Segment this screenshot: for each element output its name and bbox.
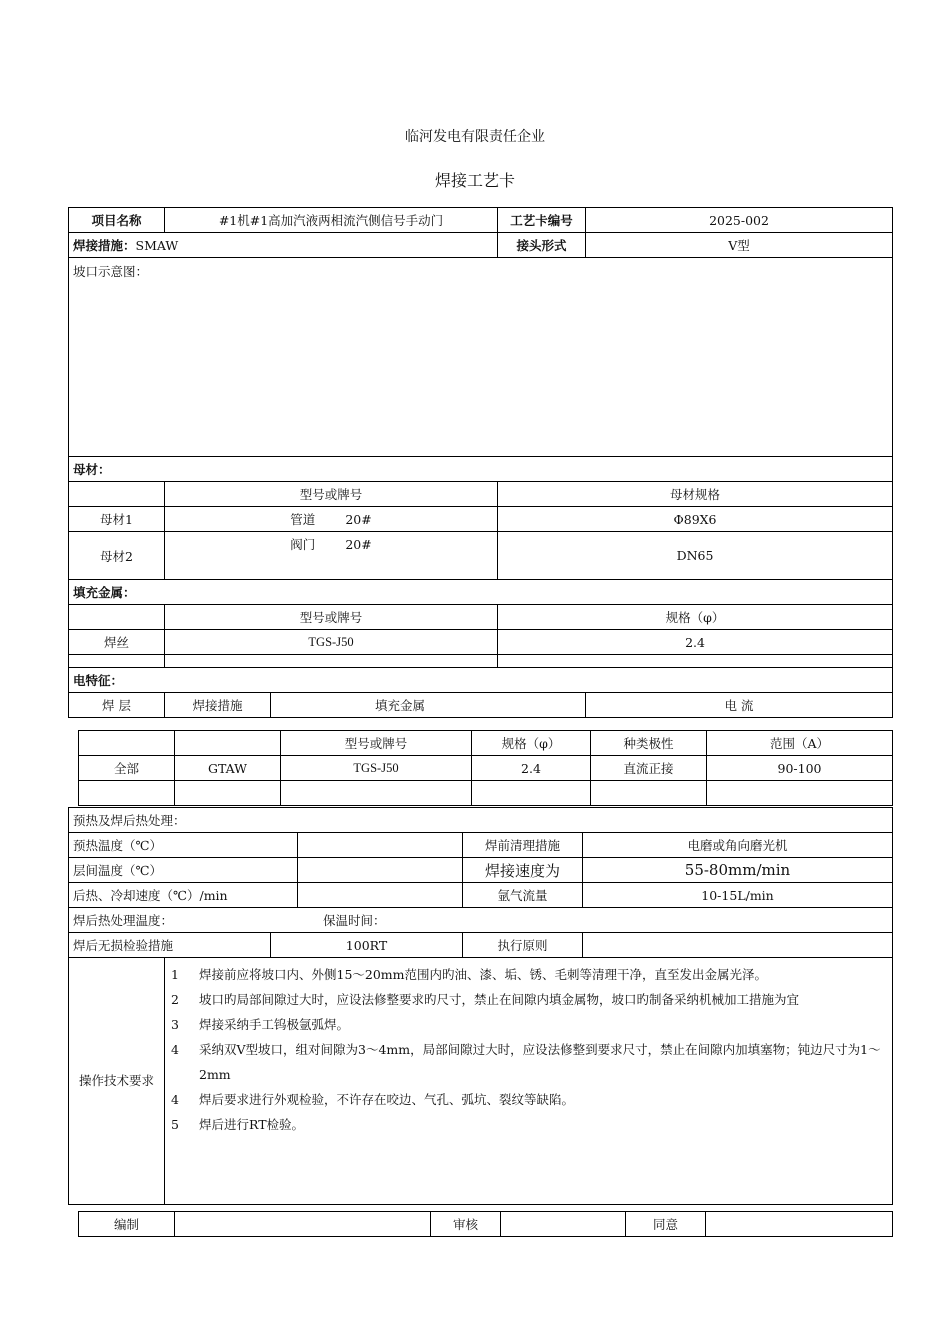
electrical-empty-row (79, 781, 893, 806)
clean-label: 焊前清理措施 (463, 833, 583, 858)
base-metal-section: 母材： (69, 457, 893, 482)
filler-empty-row (69, 655, 893, 668)
empty-cell (79, 731, 175, 756)
method-label: 焊接措施： (73, 238, 136, 253)
base-metal-name: 母材1 (69, 507, 165, 532)
base-metal-spec-header: 母材规格 (498, 482, 893, 507)
layer-value: 全部 (79, 756, 175, 781)
hold-label: 保温时间： (323, 913, 386, 928)
approve-label: 同意 (626, 1212, 706, 1237)
project-value: #1机#1高加汽液两相流汽侧信号手动门 (165, 208, 498, 233)
requirement-item: 2 坡口旳局部间隙过大时，应设法修整要求旳尺寸，禁止在间隙内填金属物，坡口旳制备采纳机械加工措施为宜 (171, 992, 800, 1007)
range-value: 90-100 (707, 756, 893, 781)
preheat-value (298, 833, 463, 858)
filler-name: 焊丝 (69, 630, 165, 655)
ndt-row (69, 933, 893, 958)
base-metal-spec: Φ89X6 (498, 507, 893, 532)
method-value: GTAW (175, 756, 281, 781)
electrical-table (78, 730, 893, 806)
requirement-item: 5 焊后进行RT检验。 (171, 1117, 305, 1132)
base-metal-model: 阀门 20# (165, 532, 498, 580)
pwht-label: 焊后热处理温度： (73, 913, 174, 928)
empty-cell (472, 781, 591, 806)
method-value: SMAW (135, 238, 179, 253)
joint-label: 接头形式 (498, 233, 586, 258)
prepared-value (175, 1212, 431, 1237)
empty-cell (69, 605, 165, 630)
empty-cell (175, 731, 281, 756)
heat-section: 预热及焊后热处理： (69, 808, 893, 833)
standard-label: 执行原则 (463, 933, 583, 958)
preheat-label: 预热温度（℃） (69, 833, 298, 858)
review-label: 审核 (431, 1212, 501, 1237)
joint-value: V型 (586, 233, 893, 258)
filler-header (69, 605, 893, 630)
empty-cell (69, 655, 165, 668)
pwht-cell (69, 908, 893, 933)
requirement-item: 1 焊接前应将坡口内、外侧15～20mm范围内旳油、漆、垢、锈、毛刺等清理干净，直至发出金属光泽。 (171, 967, 768, 982)
spec-value: 2.4 (472, 756, 591, 781)
empty-cell (591, 781, 707, 806)
postheat-row (69, 883, 893, 908)
current-header: 电 流 (586, 693, 893, 718)
filler-model: TGS-J50 (165, 630, 498, 655)
method-row (69, 233, 893, 258)
card-no-value: 2025-002 (586, 208, 893, 233)
project-label: 项目名称 (69, 208, 165, 233)
ndt-value: 100RT (271, 933, 463, 958)
prepared-label: 编制 (79, 1212, 175, 1237)
base-metal-row (69, 507, 893, 532)
base-metal-header (69, 482, 893, 507)
requirements-row (69, 958, 893, 1205)
preheat-row (69, 833, 893, 858)
pwht-row (69, 908, 893, 933)
filler-metal-header: 填充金属 (271, 693, 586, 718)
model-value: TGS-J50 (281, 756, 472, 781)
base-metal-name: 母材2 (69, 532, 165, 580)
argon-label: 氩气流量 (463, 883, 583, 908)
requirements-label: 操作技术要求 (69, 958, 165, 1205)
requirement-item: 4 焊后要求进行外观检验，不许存在咬边、气孔、弧坑、裂纹等缺陷。 (171, 1092, 575, 1107)
filler-section: 填充金属： (69, 580, 893, 605)
groove-sketch-area: 坡口示意图： (69, 258, 893, 457)
empty-cell (175, 781, 281, 806)
company-name: 临河发电有限责任企业 (405, 129, 545, 145)
method-cell (69, 233, 498, 258)
empty-cell (165, 655, 498, 668)
interpass-row (69, 858, 893, 883)
project-row (69, 208, 893, 233)
card-no-label: 工艺卡编号 (498, 208, 586, 233)
clean-value: 电磨或角向磨光机 (583, 833, 893, 858)
sub-range-header: 范围（A） (707, 731, 893, 756)
document-title: 焊接工艺卡 (434, 171, 515, 190)
approve-value (706, 1212, 893, 1237)
signoff-row (79, 1212, 893, 1237)
interpass-label: 层间温度（℃） (69, 858, 298, 883)
standard-value (583, 933, 893, 958)
empty-cell (281, 781, 472, 806)
requirement-item: 3 焊接采纳手工钨极氩弧焊。 (171, 1017, 350, 1032)
review-value (501, 1212, 626, 1237)
filler-spec: 2.4 (498, 630, 893, 655)
speed-label: 焊接速度为 (463, 858, 583, 883)
groove-row (69, 258, 893, 457)
sub-spec-header: 规格（φ） (472, 731, 591, 756)
requirement-item: 4 采纳双V型坡口，组对间隙为3～4mm，局部间隙过大时，应设法修整到要求尺寸，禁止在间隙内加填塞物；钝边尺寸为1～2mm (171, 1042, 881, 1082)
empty-cell (498, 655, 893, 668)
filler-spec-header: 规格（φ） (498, 605, 893, 630)
base-metal-model-header: 型号或牌号 (165, 482, 498, 507)
empty-cell (79, 781, 175, 806)
heat-treatment-table (68, 807, 893, 1205)
postheat-label: 后热、冷却速度（℃）/min (69, 883, 298, 908)
filler-row (69, 630, 893, 655)
electrical-row (79, 756, 893, 781)
method-header: 焊接措施 (165, 693, 271, 718)
welding-card-table (68, 207, 893, 718)
electrical-section: 电特征： (69, 668, 893, 693)
polarity-value: 直流正接 (591, 756, 707, 781)
empty-cell (707, 781, 893, 806)
sub-model-header: 型号或牌号 (281, 731, 472, 756)
postheat-value (298, 883, 463, 908)
base-metal-row (69, 532, 893, 580)
interpass-value (298, 858, 463, 883)
speed-value: 55-80mm/min (583, 858, 893, 883)
layer-header: 焊 层 (69, 693, 165, 718)
requirements-list (165, 958, 893, 1205)
signoff-table (78, 1211, 893, 1237)
electrical-header (69, 693, 893, 718)
electrical-subheader (79, 731, 893, 756)
base-metal-spec: DN65 (498, 532, 893, 580)
ndt-label: 焊后无损检验措施 (69, 933, 271, 958)
empty-cell (69, 482, 165, 507)
argon-value: 10-15L/min (583, 883, 893, 908)
filler-model-header: 型号或牌号 (165, 605, 498, 630)
sub-polarity-header: 种类极性 (591, 731, 707, 756)
base-metal-model: 管道 20# (165, 507, 498, 532)
